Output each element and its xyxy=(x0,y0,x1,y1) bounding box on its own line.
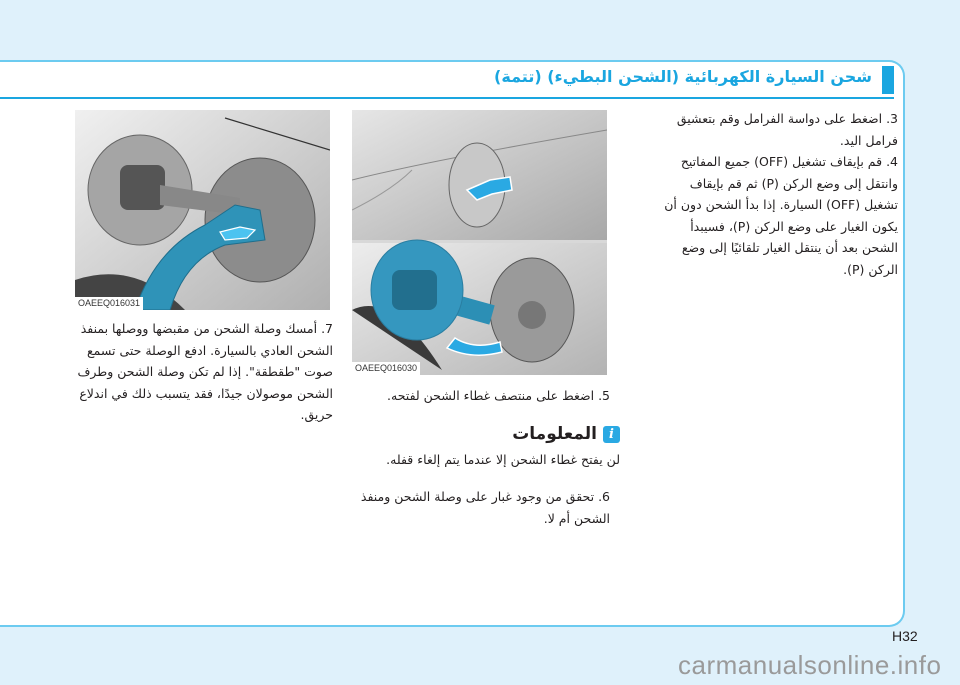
charging-door-illustration xyxy=(352,110,607,375)
step-text: تحقق من وجود غبار على وصلة الشحن ومنفذ الشحن أم لا. xyxy=(360,489,610,526)
info-text: لن يفتح غطاء الشحن إلا عندما يتم إلغاء قفله. xyxy=(386,452,620,467)
step-number: 7. xyxy=(321,321,333,336)
page-number: H32 xyxy=(892,628,918,644)
step-text: قم بإيقاف تشغيل (OFF) جميع المفاتيح وانتقل إلى وضع الركن (P) ثم قم بإيقاف تشغيل (OFF) السيارة. إذا بدأ الشحن دون أن يكون الغيار على وضع الركن (P)، فسيبدأ الشحن بعد أن ينتقل الغيار تلقائيًا إلى وضع الركن (P). xyxy=(664,154,898,277)
right-column-text xyxy=(653,108,898,280)
figure-charging-door xyxy=(352,110,607,375)
step-5 xyxy=(350,385,610,407)
section-header xyxy=(0,64,894,99)
info-heading xyxy=(512,424,620,444)
step-6 xyxy=(360,486,610,529)
step-number: 3. xyxy=(886,111,898,126)
step-number: 5. xyxy=(598,388,610,403)
header-accent-bar xyxy=(882,66,894,94)
info-title: المعلومات xyxy=(512,424,597,444)
step-number: 4. xyxy=(886,154,898,169)
watermark: carmanualsonline.info xyxy=(678,650,942,680)
step-number: 6. xyxy=(598,489,610,504)
charging-connector-illustration xyxy=(75,110,330,310)
figure-caption: OAEEQ016031 xyxy=(75,297,143,310)
section-title: شحن السيارة الكهربائية (الشحن البطيء) (تتمة) xyxy=(494,67,872,86)
figure-charging-connector xyxy=(75,110,330,310)
step-3 xyxy=(653,108,898,151)
figure-caption: OAEEQ016030 xyxy=(352,362,420,375)
step-text: اضغط على منتصف غطاء الشحن لفتحه. xyxy=(387,388,595,403)
step-text: أمسك وصلة الشحن من مقبضها ووصلها بمنفذ الشحن العادي بالسيارة. ادفع الوصلة حتى تسمع صوت "طقطقة". إذا لم تكن وصلة الشحن وطرف الشحن موصولان جيدًا، فقد يتسبب ذلك في اندلاع حريق. xyxy=(77,321,333,422)
step-text: اضغط على دواسة الفرامل وقم بتعشيق فرامل اليد. xyxy=(676,111,898,148)
info-icon: i xyxy=(603,426,620,443)
step-7 xyxy=(75,318,333,426)
step-4 xyxy=(653,151,898,280)
